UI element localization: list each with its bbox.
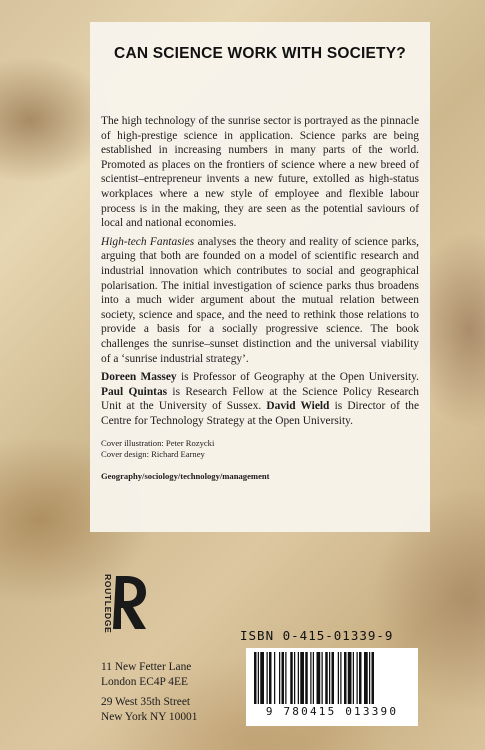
barcode-bar	[344, 652, 347, 704]
barcode-bar	[348, 652, 352, 704]
barcode-bar	[282, 652, 285, 704]
barcode-bar	[260, 652, 264, 704]
barcode	[246, 648, 418, 726]
barcode-bar	[329, 652, 330, 704]
blurb-paragraph-2-text: analyses the theory and reality of science parks, arguing that both are founded on a model of scientific research and industrial innovation which contributes to social and geographical polarisation. The initial investigation of science parks thus broadens into a much wider argument about the mutual relation between society, science and space, and the need to rethink those relations to provide a basis for a socially progressive science. The book challenges the sunrise–sunset distinction and the universal viability of a ‘sunrise industrial strategy’.	[101, 235, 419, 365]
barcode-bars	[254, 652, 410, 704]
barcode-bar	[338, 652, 339, 704]
barcode-bar	[317, 652, 321, 704]
address-line: 29 West 35th Street	[101, 696, 191, 708]
address-line: 11 New Fetter Lane	[101, 661, 192, 673]
subject-categories: Geography/sociology/technology/management	[101, 471, 270, 482]
barcode-bar	[325, 652, 328, 704]
blurb	[101, 114, 419, 484]
barcode-bar	[258, 652, 259, 704]
isbn-label: ISBN 0-415-01339-9	[240, 628, 394, 643]
barcode-bar	[300, 652, 304, 704]
barcode-digits: 9 780415 013390	[265, 705, 399, 718]
author-bio: is Director of the Centre for Technology Strategy at the Open University.	[101, 400, 419, 427]
illustration-credit: Cover illustration: Peter Rozycki	[101, 438, 215, 449]
barcode-bar	[305, 652, 308, 704]
barcode-bar	[267, 652, 268, 704]
barcode-bar	[372, 652, 375, 704]
author-name: Paul Quintas	[101, 385, 168, 398]
book-title: High-tech Fantasies	[101, 235, 195, 248]
barcode-bar	[359, 652, 362, 704]
barcode-bar	[357, 652, 358, 704]
author-name: David Wield	[266, 400, 330, 413]
blurb-paragraph-2	[101, 235, 419, 366]
barcode-bar	[332, 652, 335, 704]
author-bios	[101, 370, 419, 428]
logo-wordmark: ROUTLEDGE	[103, 574, 113, 634]
design-credit: Cover design: Richard Earney	[101, 449, 205, 460]
routledge-logo-icon	[96, 574, 146, 652]
barcode-bar	[364, 652, 368, 704]
barcode-bar	[274, 652, 275, 704]
barcode-bar	[285, 652, 286, 704]
barcode-bar	[340, 652, 341, 704]
cover-heading: CAN SCIENCE WORK WITH SOCIETY?	[114, 45, 406, 62]
address-line: New York NY 10001	[101, 710, 198, 723]
barcode-bar	[310, 652, 311, 704]
barcode-bar	[313, 652, 314, 704]
barcode-bar	[294, 652, 295, 704]
address-line: London EC4P 4EE	[101, 675, 188, 688]
barcode-bar	[269, 652, 272, 704]
barcode-bar	[298, 652, 299, 704]
author-name: Doreen Massey	[101, 371, 177, 384]
blurb-paragraph-1: The high technology of the sunrise sector is portrayed as the pinnacle of high-prestige science in application. Science parks are being established in increasing numbers in many parts of the world. Promoted as places on the frontiers of science where a new breed of scientist–entrepreneur invents a new future, extolled as high-status workplaces where a new style of employee and flexible labour process is in the making, they are seen as the potential saviours of local and national economies.	[101, 115, 419, 230]
author-bio: is Professor of Geography at the Open University.	[176, 371, 419, 384]
barcode-bar	[254, 652, 257, 704]
cover-credits	[101, 438, 419, 460]
barcode-bar	[279, 652, 280, 704]
barcode-bar	[322, 652, 323, 704]
author-bio: is Research Fellow at the Science Policy Research Unit at the University of Sussex.	[101, 385, 419, 413]
barcode-bar	[353, 652, 354, 704]
barcode-bar	[290, 652, 293, 704]
barcode-bar	[369, 652, 370, 704]
